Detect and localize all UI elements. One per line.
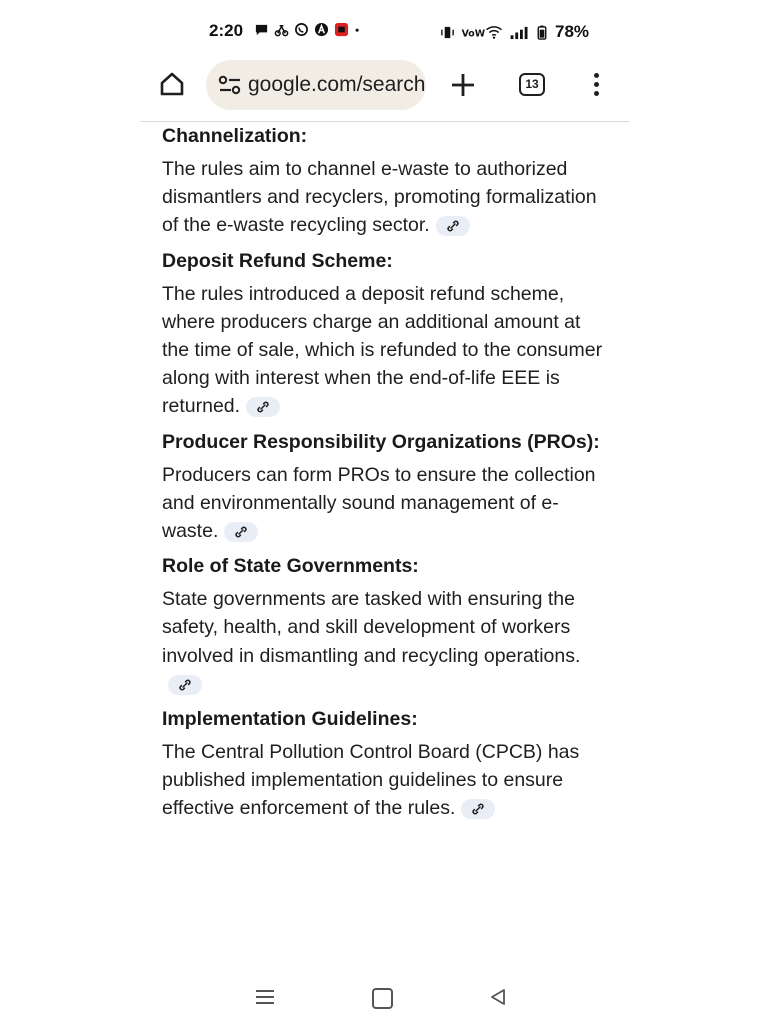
app-a-icon [314, 22, 329, 37]
section-deposit-refund [162, 247, 612, 421]
notification-icons [254, 22, 364, 37]
home-button[interactable] [154, 66, 190, 102]
source-link-button[interactable] [436, 216, 470, 236]
section-state-governments [162, 552, 612, 698]
source-link-button[interactable] [246, 397, 280, 417]
recents-icon[interactable] [254, 988, 276, 1006]
system-nav-bar [0, 978, 768, 1018]
section-text: Producers can form PROs to ensure the collection and environmentally sound management of e-waste. [162, 463, 596, 543]
section-text: State governments are tasked with ensuring the safety, health, and skill development of workers involved in dismantling and recycling operations. [162, 588, 581, 667]
section-heading: Deposit Refund Scheme: [162, 249, 393, 272]
link-icon [178, 679, 192, 691]
section-channelization [162, 122, 612, 240]
volte-icon [461, 25, 486, 40]
source-link-button[interactable] [224, 522, 258, 542]
system-icons [440, 22, 589, 42]
section-body [162, 738, 612, 823]
chat-bubble-icon [254, 22, 269, 37]
address-bar[interactable] [206, 60, 426, 110]
scooter-icon [274, 22, 289, 37]
back-icon[interactable] [488, 987, 508, 1007]
link-icon [446, 220, 460, 232]
section-heading: Channelization: [162, 125, 308, 147]
vibrate-icon [440, 25, 455, 40]
whatsapp-icon [294, 22, 309, 37]
more-dots-icon [594, 73, 599, 78]
tab-count: 13 [519, 73, 545, 96]
section-pros [162, 428, 612, 546]
section-body [162, 585, 612, 698]
more-options-button[interactable] [582, 66, 610, 102]
status-bar [0, 18, 768, 46]
section-implementation [162, 705, 612, 823]
section-text: The Central Pollution Control Board (CPCB) has published implementation guidelines to ensure effective enforcement of the rules. [162, 741, 580, 820]
battery-icon [537, 25, 547, 40]
red-app-icon [334, 22, 349, 37]
signal-icon [509, 25, 531, 40]
wifi-icon [485, 25, 503, 40]
section-heading: Producer Responsibility Organizations (PROs): [162, 430, 600, 453]
site-settings-icon [218, 74, 242, 96]
link-icon [234, 526, 248, 538]
source-link-button[interactable] [461, 799, 495, 819]
section-body [162, 280, 612, 421]
svg-text:VoW: VoW [461, 27, 486, 39]
browser-toolbar [0, 58, 768, 114]
section-body [162, 461, 612, 546]
link-icon [471, 803, 485, 815]
section-text: The rules aim to channel e-waste to authorized dismantlers and recyclers, promoting formalization of the e-waste recycling sector. [162, 158, 597, 237]
home-icon [158, 70, 186, 98]
plus-icon [450, 72, 476, 98]
link-icon [256, 401, 270, 413]
section-heading: Role of State Governments: [162, 555, 419, 578]
dot-icon [354, 22, 364, 37]
url-text: google.com/search [248, 73, 426, 96]
source-link-button[interactable] [168, 675, 202, 695]
tab-switcher-button[interactable] [516, 68, 548, 100]
search-result-content [162, 122, 612, 830]
battery-percent: 78% [555, 22, 590, 41]
section-body [162, 155, 612, 240]
status-time: 2:20 [209, 21, 244, 40]
section-text: The rules introduced a deposit refund scheme, where producers charge an additional amount at the time of sale, which is refunded to the consumer along with interest when the end-of-life EEE is returned. [162, 282, 603, 418]
new-tab-button[interactable] [446, 68, 480, 102]
home-nav-icon[interactable] [372, 988, 393, 1009]
section-heading: Implementation Guidelines: [162, 708, 418, 731]
